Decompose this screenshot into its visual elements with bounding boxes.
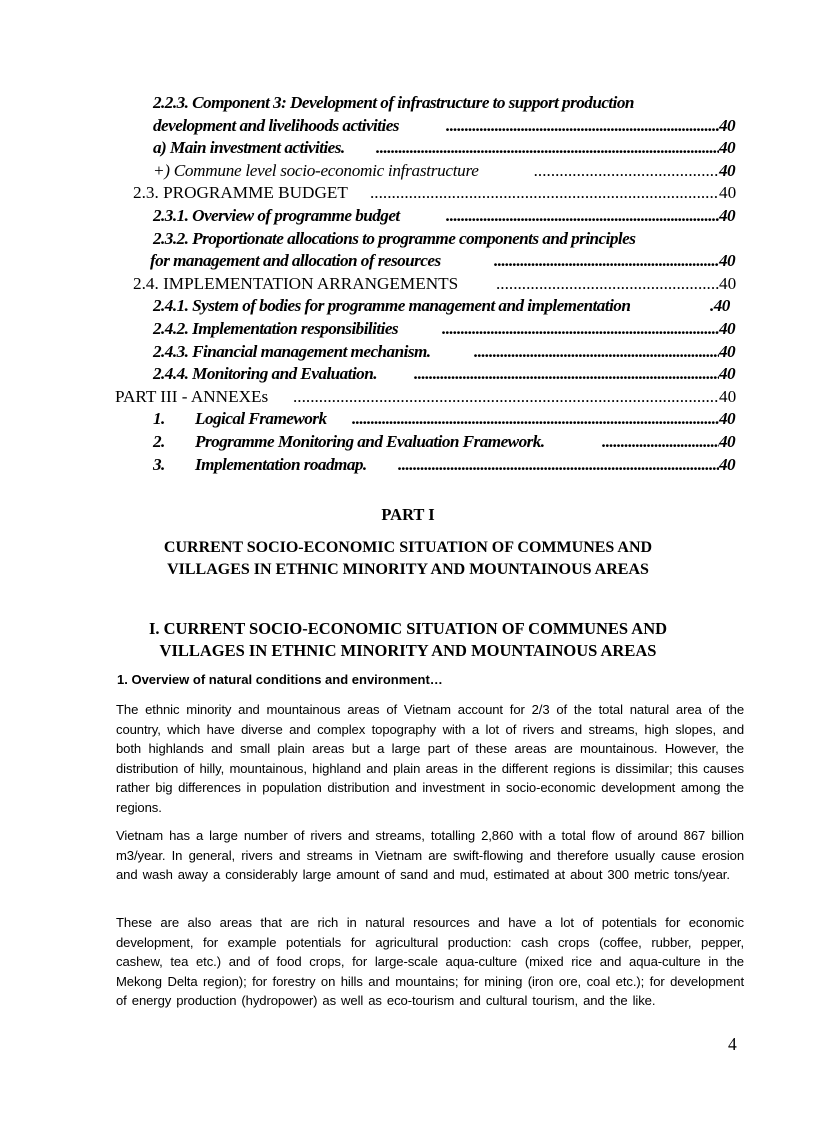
- toc-page-number: 40: [719, 205, 736, 225]
- toc-page-number: 40: [719, 364, 736, 384]
- toc-leader-dots: [414, 363, 719, 386]
- toc-entry-number: 3.: [153, 454, 165, 474]
- toc-entry-title: 2.4.4. Monitoring and Evaluation.: [153, 364, 377, 384]
- toc-leader-dots: [446, 205, 719, 228]
- toc-entry[interactable]: [0, 182, 816, 205]
- toc-entry-title: Implementation roadmap.: [195, 454, 367, 474]
- section-title-line-1: I. CURRENT SOCIO-ECONOMIC SITUATION OF COMMUNES AND: [148, 619, 668, 638]
- toc-page-number: 40: [719, 454, 736, 474]
- toc-leader-dots: [474, 341, 719, 364]
- subsection-heading: 1. Overview of natural conditions and environment…: [117, 672, 443, 687]
- toc-entry[interactable]: [0, 92, 816, 115]
- toc-entry[interactable]: [0, 115, 816, 138]
- toc-entry[interactable]: [0, 431, 816, 454]
- toc-entry-title: +) Commune level socio-economic infrastructure: [153, 160, 479, 180]
- toc-entry[interactable]: [0, 160, 816, 183]
- toc-leader-dots: [534, 160, 719, 183]
- toc-page-number: 40: [719, 431, 736, 451]
- toc-leader-dots: [376, 137, 719, 160]
- toc-page-number: 40: [719, 341, 736, 361]
- toc-entry-title: 2.3.2. Proportionate allocations to programme components and principles: [153, 228, 636, 248]
- body-paragraph: Vietnam has a large number of rivers and streams, totalling 2,860 with a total flow of around 867 billion m3/year. In general, rivers and streams in Vietnam are swift-flowing and therefore usually cause erosion and wash away a considerably large amount of sand and mud, estimated at about 300 metric tons/year.: [116, 828, 744, 882]
- page-number: 4: [728, 1034, 737, 1054]
- toc-page-number: 40: [719, 251, 736, 271]
- toc-entry-title: 2.4.2. Implementation responsibilities: [153, 318, 399, 338]
- toc-entry[interactable]: [0, 454, 816, 477]
- toc-entry-number: 1.: [153, 409, 165, 429]
- toc-entry[interactable]: [0, 318, 816, 341]
- toc-leader-dots: [494, 250, 719, 273]
- toc-entry-title: 2.4.1. System of bodies for programme management and implementation: [153, 296, 631, 316]
- part-heading: PART I: [381, 505, 435, 524]
- toc-entry-title: 2.2.3. Component 3: Development of infrastructure to support production: [153, 93, 634, 112]
- part-title-line-1: CURRENT SOCIO-ECONOMIC SITUATION OF COMMUNES AND: [163, 539, 653, 556]
- toc-entry-title: 2.3.1. Overview of programme budget: [153, 205, 400, 225]
- toc-entry-title: a) Main investment activities.: [153, 138, 345, 158]
- toc-entry[interactable]: [0, 295, 816, 318]
- toc-entry[interactable]: [0, 228, 816, 251]
- toc-entry[interactable]: [0, 386, 816, 409]
- toc-entry-title: 2.3. PROGRAMME BUDGET: [133, 183, 348, 203]
- body-paragraph: The ethnic minority and mountainous areas of Vietnam account for 2/3 of the total natural area of the country, which have diverse and complex topography with a lot of rivers and streams, high slopes, and both highlands and small plain areas but a large part of these areas are mountainous. However, the distribution of hilly, mountainous, highland and plain areas in the different regions is dissimilar; this causes rather big differences in population distribution and investment in socio-economic development among the regions.: [116, 702, 744, 815]
- toc-leader-dots: [496, 273, 719, 296]
- toc-leader-dots: [398, 454, 719, 477]
- section-title: [0, 618, 816, 662]
- toc-entry-title: Programme Monitoring and Evaluation Framework.: [195, 431, 545, 451]
- section-title-line-2: VILLAGES IN ETHNIC MINORITY AND MOUNTAINOUS AREAS: [159, 641, 657, 660]
- toc-page-number: 40: [719, 318, 736, 338]
- toc-entry-title: Logical Framework: [195, 409, 327, 429]
- toc-entry[interactable]: [0, 273, 816, 296]
- part-title-line-2: VILLAGES IN ETHNIC MINORITY AND MOUNTAINOUS AREAS: [167, 561, 649, 578]
- table-of-contents: [0, 92, 816, 476]
- toc-entry[interactable]: [0, 363, 816, 386]
- toc-page-number: 40: [719, 115, 736, 135]
- toc-entry[interactable]: [0, 137, 816, 160]
- toc-entry-number: 2.: [153, 431, 165, 451]
- toc-page-number: 40: [719, 386, 737, 406]
- toc-leader-dots: [602, 431, 719, 454]
- toc-entry-title: 2.4.3. Financial management mechanism.: [153, 341, 431, 361]
- toc-leader-dots: [370, 182, 719, 205]
- toc-page-number: 40: [719, 160, 736, 180]
- toc-leader-dots: [446, 115, 719, 138]
- body-paragraph: These are also areas that are rich in natural resources and have a lot of potentials for economic development, for example potentials for agricultural production: cash crops (coffee, rubber, pepper, cashew, tea etc.) and of food crops, for large-scale aqua-culture (mixed rice and aqua-culture in the Mekong Delta region); for forestry on hills and mountains; for mining (iron ore, coal etc.); for development of energy production (hydropower) as well as eco-tourism and cultural tourism, and the like.: [116, 915, 744, 1008]
- toc-leader-dots: [293, 386, 719, 409]
- toc-entry[interactable]: [0, 408, 816, 431]
- toc-leader-dots: [442, 318, 719, 341]
- toc-page-number: .40: [710, 296, 730, 316]
- toc-leader-dots: [352, 408, 719, 431]
- toc-entry[interactable]: [0, 250, 816, 273]
- toc-entry-title: 2.4. IMPLEMENTATION ARRANGEMENTS: [133, 273, 459, 293]
- toc-entry[interactable]: [0, 205, 816, 228]
- toc-page-number: 40: [719, 409, 736, 429]
- toc-page-number: 40: [719, 183, 737, 203]
- toc-entry-title: for management and allocation of resources: [150, 251, 441, 271]
- toc-entry-title: PART III - ANNEXEs: [115, 386, 269, 406]
- toc-entry[interactable]: [0, 341, 816, 364]
- toc-page-number: 40: [719, 138, 736, 158]
- toc-entry-title: development and livelihoods activities: [153, 115, 399, 135]
- part-title: [0, 537, 816, 581]
- toc-page-number: 40: [719, 273, 737, 293]
